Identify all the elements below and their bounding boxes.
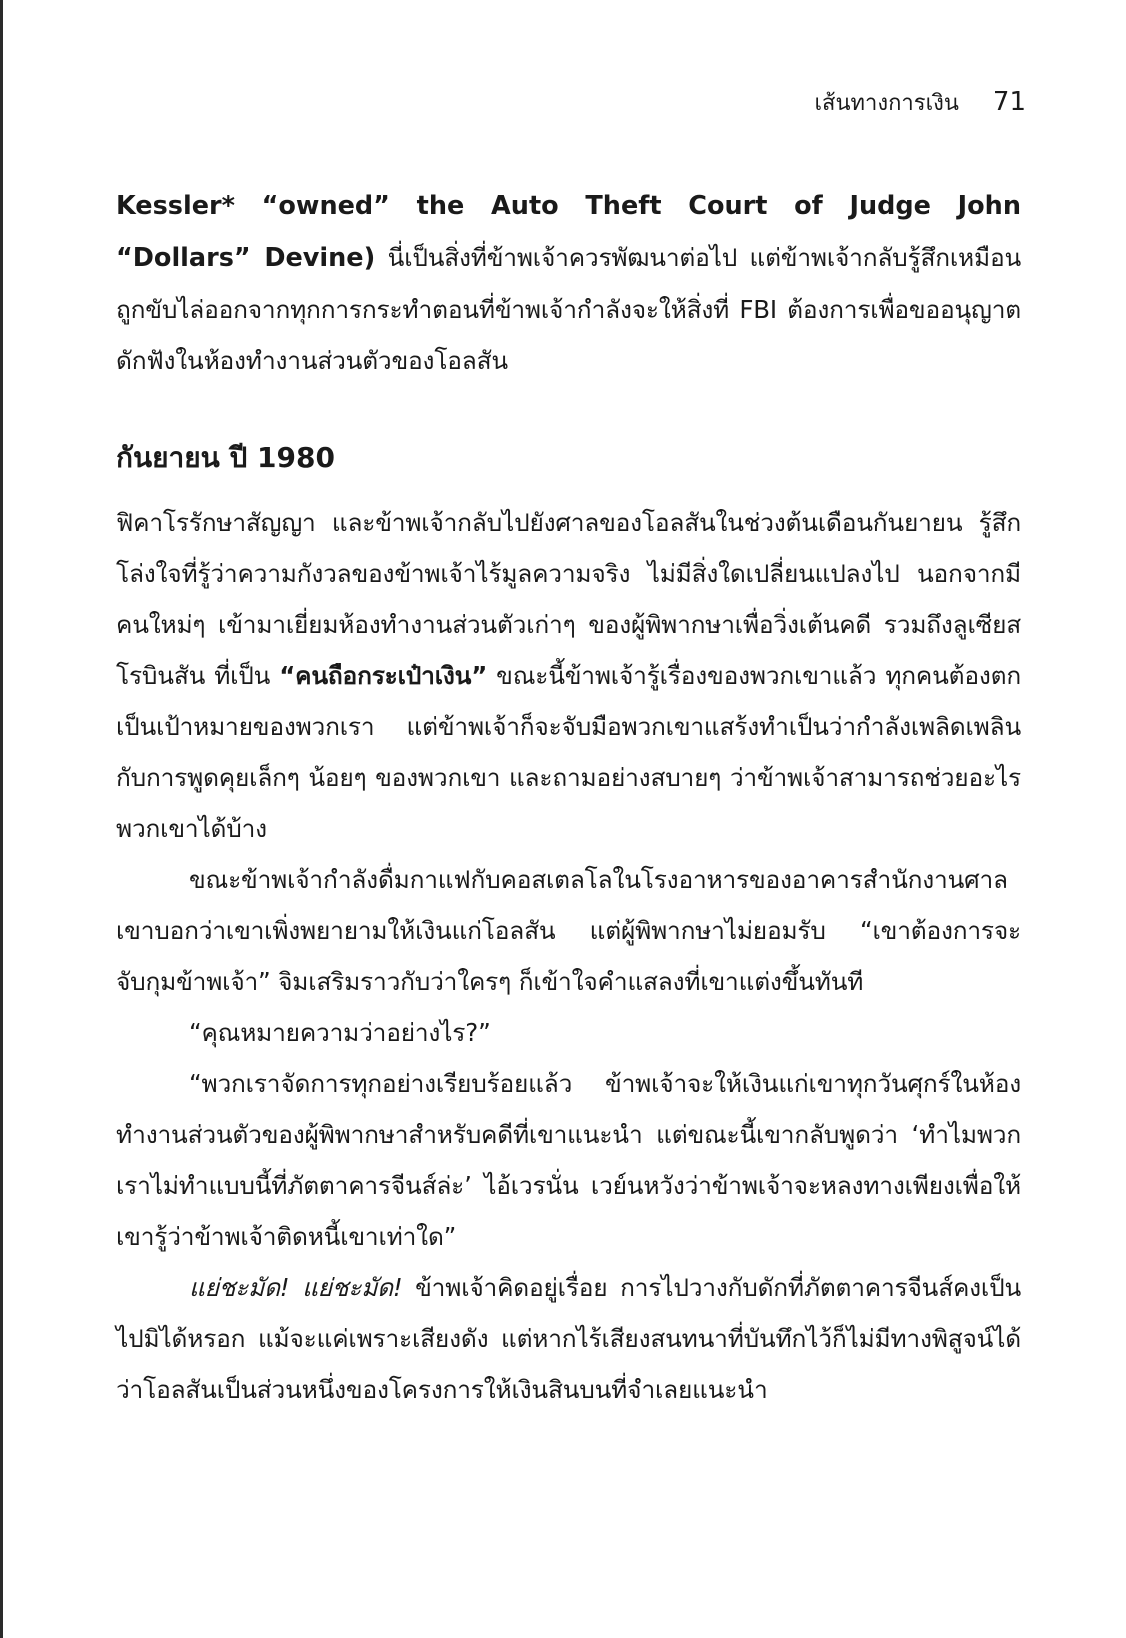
- paragraph-5-text: ข้าพเจ้าคิดอยู่เรื่อย การไปวางกับดักที่ภัตตาคารจีนส์คงเป็นไปมิได้หรอก แม้จะแค่เพราะเสียงดัง แต่หากไร้เสียงสนทนาที่บันทึกไว้ก็ไม่มีทางพิสูจน์ได้ว่าโอลสันเป็นส่วนหนึ่งของโครงการให้เงินสินบนที่จำเลยแนะนำ: [116, 1273, 1021, 1404]
- page-edge-rule: [0, 0, 3, 1638]
- running-head: [815, 86, 1026, 120]
- exclamation-italic: แย่ชะมัด! แย่ชะมัด!: [189, 1273, 403, 1302]
- paragraph-3: “คุณหมายความว่าอย่างไร?”: [189, 1018, 491, 1047]
- section-body: [116, 497, 1021, 1415]
- intro-paragraph: [116, 180, 1021, 386]
- paragraph-1-text-a: ฟิคาโรรักษาสัญญา และข้าพเจ้ากลับไปยังศาลของโอลสันในช่วงต้นเดือนกันยายน รู้สึกโล่งใจที่รู้ว่าความกังวลของข้าพเจ้าไร้มูลความจริง ไม่มีสิ่งใดเปลี่ยนแปลงไป นอกจากมีคนใหม่ๆ เข้ามาเยี่ยมห้องทำงานส่วนตัวเก่าๆ ของผู้พิพากษาเพื่อวิ่งเต้นคดี รวมถึงลูเซียส โรบินสัน ที่เป็น: [116, 508, 1021, 690]
- section-heading: กันยายน ปี 1980: [116, 441, 335, 474]
- running-head-title: เส้นทางการเงิน: [814, 91, 959, 116]
- intro-thai-text: นี่เป็นสิ่งที่ข้าพเจ้าควรพัฒนาต่อไป แต่ข้าพเจ้ากลับรู้สึกเหมือนถูกขับไล่ออกจากทุกการกระทำตอนที่ข้าพเจ้ากำลังจะให้สิ่งที่ FBI ต้องการเพื่อขออนุญาตดักฟังในห้องทำงานส่วนตัวของโอลสัน: [116, 243, 1022, 375]
- paragraph-2: ขณะข้าพเจ้ากำลังดื่มกาแฟกับคอสเตลโลในโรงอาหารของอาคารสำนักงานศาล เขาบอกว่าเขาเพิ่งพยายามให้เงินแก่โอลสัน แต่ผู้พิพากษาไม่ยอมรับ “เขาต้องการจะจับกุมข้าพเจ้า” จิมเสริมราวกับว่าใครๆ ก็เข้าใจคำแสลงที่เขาแต่งขึ้นทันที: [116, 865, 1021, 996]
- bagman-quote: “คนถือกระเป๋าเงิน”: [279, 661, 488, 690]
- paragraph-4: “พวกเราจัดการทุกอย่างเรียบร้อยแล้ว ข้าพเจ้าจะให้เงินแก่เขาทุกวันศุกร์ในห้องทำงานส่วนตัวของผู้พิพากษาสำหรับคดีที่เขาแนะนำ แต่ขณะนี้เขากลับพูดว่า ‘ทำไมพวกเราไม่ทำแบบนี้ที่ภัตตาคารจีนส์ล่ะ’ ไอ้เวรนั่น เวย์นหวังว่าข้าพเจ้าจะหลงทางเพียงเพื่อให้เขารู้ว่าข้าพเจ้าติดหนี้เขาเท่าใด”: [116, 1069, 1021, 1251]
- page-number: 71: [992, 87, 1026, 117]
- paragraph-1-text-b: ขณะนี้ข้าพเจ้ารู้เรื่องของพวกเขาแล้ว ทุกคนต้องตกเป็นเป้าหมายของพวกเรา แต่ข้าพเจ้าก็จะจับมือพวกเขาแสร้งทำเป็นว่ากำลังเพลิดเพลินกับการพูดคุยเล็กๆ น้อยๆ ของพวกเขา และถามอย่างสบายๆ ว่าข้าพเจ้าสามารถช่วยอะไรพวกเขาได้บ้าง: [116, 661, 1021, 843]
- paragraph-1: [116, 497, 1021, 854]
- paragraph-5: [116, 1262, 1021, 1415]
- intro-english-lead: Kessler* “owned” the Auto Theft Court of Judge John “Dollars” Devine): [116, 191, 1021, 273]
